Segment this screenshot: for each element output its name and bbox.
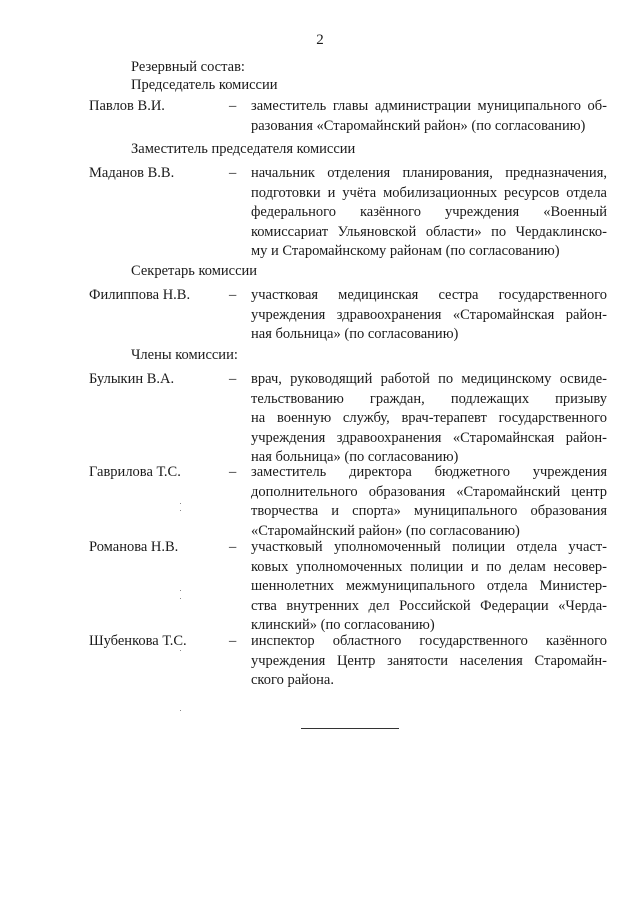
description-line: врач, руководящий работой по медицинскому освиде- [251,371,607,387]
description-line: «Старомайнский район» (по согласованию) [251,522,520,539]
description-line: участковая медицинская сестра государственного [251,287,607,303]
description-line: участковый уполномоченный полиции отдела участ- [251,539,607,555]
heading-chairman: Председатель комиссии [131,77,278,93]
description-line: му и Старомайнскому районам (по согласованию) [251,243,560,259]
member-dash: – [229,633,237,649]
description-line: заместитель директора бюджетного учреждения [251,464,607,480]
member-dash: – [229,539,237,555]
description-line: федерального казённого учреждения «Военный [251,204,607,220]
description-line: творчества и спорта» муниципального образования [251,503,607,519]
member-description [251,164,607,262]
description-line: ная больница» (по согласованию) [251,449,459,465]
member-name: Гаврилова Т.С. [89,464,181,480]
description-line: учреждения Центр занятости населения Старомайн- [251,652,607,669]
member-description [251,286,607,345]
heading-secretary: Секретарь комиссии [131,263,258,279]
end-divider [301,728,399,729]
description-line: клинский» (по согласованию) [251,617,435,633]
member-description [251,370,607,468]
member-name: Филиппова Н.В. [89,287,191,303]
description-line: учреждения здравоохранения «Старомайнская район- [251,306,607,323]
description-line: ского района. [251,672,334,688]
description-line: подготовки и учёта мобилизационных ресурсов отдела [251,184,607,201]
member-name: Шубенкова Т.С. [89,633,187,649]
member-description [251,632,607,691]
scan-speck [180,510,181,511]
member-dash: – [229,98,237,114]
member-name: Маданов В.В. [89,165,175,181]
description-line: ства внутренних дел Российской Федерации «Черда- [251,597,607,614]
heading-reserve: Резервный состав: [131,59,245,75]
member-name: Павлов В.И. [89,98,165,114]
description-line: разования «Старомайнский район» (по согласованию) [251,117,586,134]
description-line: на военную службу, врач-терапевт государственного [251,410,607,426]
heading-members: Члены комиссии: [131,347,238,363]
description-line: ная больница» (по согласованию) [251,326,459,342]
member-dash: – [229,287,237,303]
description-line: дополнительного образования «Старомайнский центр [251,483,607,500]
scan-speck [180,710,181,711]
description-line: инспектор областного государственного казённого [251,633,607,649]
member-dash: – [229,165,237,181]
member-description [251,463,607,541]
scan-speck [180,503,181,504]
description-line: тельствованию граждан, подлежащих призыву [251,390,607,407]
description-line: ковых уполномоченных полиции и по делам несовер- [251,558,607,575]
scan-speck [180,590,181,591]
description-line: шеннолетних межмуниципального отдела Министер- [251,578,607,594]
page-number: 2 [316,32,324,48]
description-line: учреждения здравоохранения «Старомайнская район- [251,429,607,446]
member-description [251,538,607,636]
member-description [251,97,607,136]
description-line: заместитель главы администрации муниципального об- [251,98,607,114]
scan-speck [180,598,181,599]
scan-speck [180,650,181,651]
member-name: Булыкин В.А. [89,371,175,387]
description-line: комиссариат Ульяновской области» по Чердаклинско- [251,223,607,240]
member-dash: – [229,371,237,387]
heading-deputy: Заместитель председателя комиссии [131,141,356,157]
description-line: начальник отделения планирования, предназначения, [251,165,607,181]
member-dash: – [229,464,237,480]
member-name: Романова Н.В. [89,539,179,555]
